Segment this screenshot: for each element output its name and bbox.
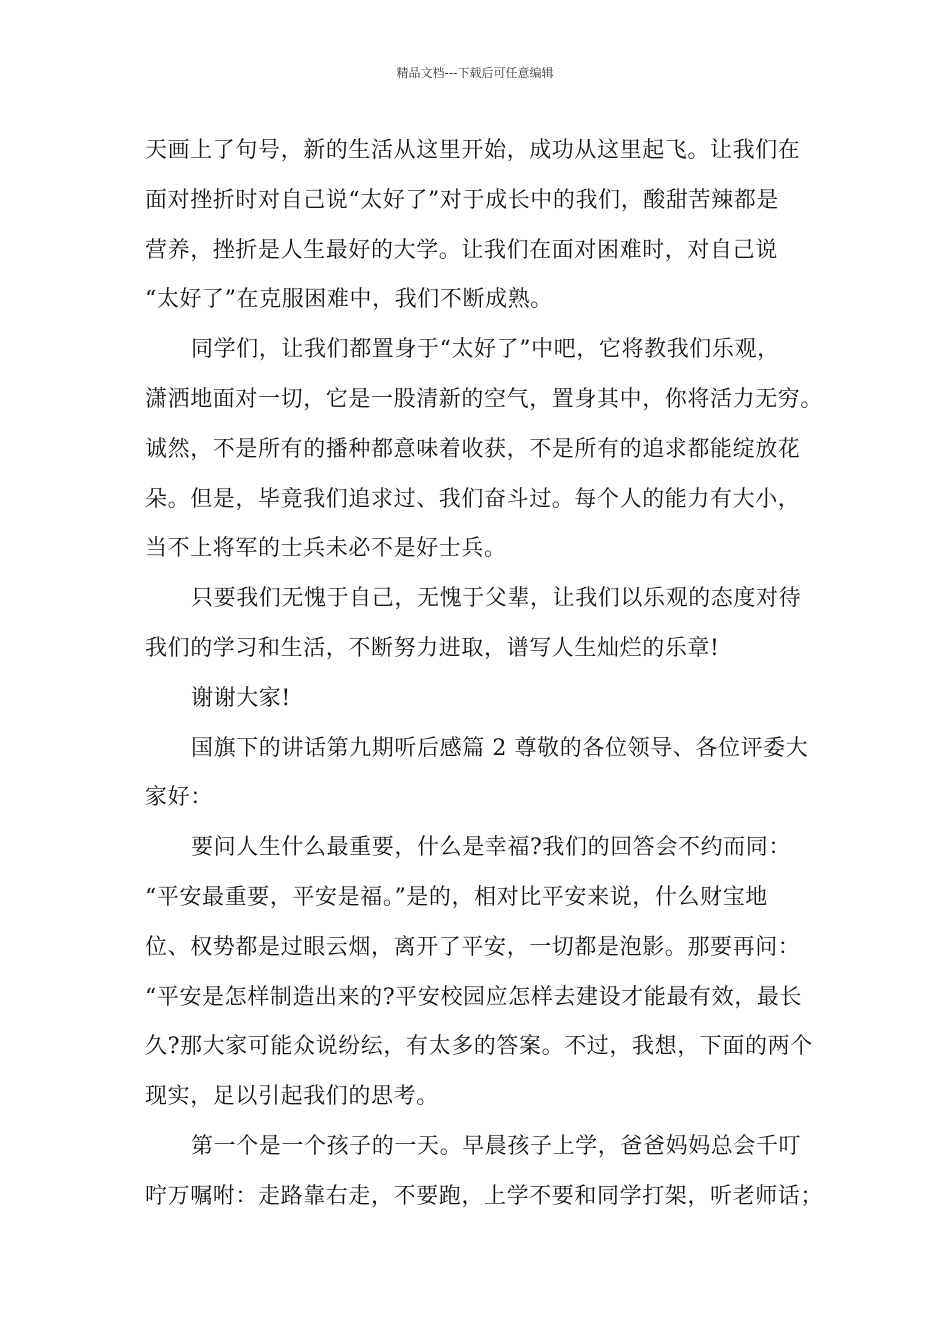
text-line: 诚然，不是所有的播种都意味着收获，不是所有的追求都能绽放花 — [145, 436, 801, 462]
text-line: 位、权势都是过眼云烟，离开了平安，一切都是泡影。那要再问： — [145, 934, 801, 960]
page-header: 精品文档---下载后可任意编辑 — [396, 66, 554, 80]
text-line: 我们的学习和生活，不断努力进取，谱写人生灿烂的乐章! — [145, 635, 720, 661]
text-line: “平安最重要，平安是福。”是的，相对比平安来说，什么财宝地 — [145, 884, 768, 910]
text-line: 谢谢大家! — [191, 685, 291, 711]
text-line: 面对挫折时对自己说“太好了”对于成长中的我们，酸甜苦辣都是 — [145, 187, 779, 213]
document-body — [145, 126, 825, 1222]
text-line: 家好： — [145, 785, 213, 811]
text-line: 要问人生什么最重要，什么是幸福?我们的回答会不约而同： — [191, 835, 791, 861]
text-line: 同学们，让我们都置身于“太好了”中吧，它将教我们乐观， — [191, 337, 780, 363]
text-line: 咛万嘱咐：走路靠右走，不要跑，上学不要和同学打架，听老师话； — [145, 1183, 824, 1209]
text-line: 营养，挫折是人生最好的大学。让我们在面对困难时，对自己说 — [145, 237, 778, 263]
text-line: “太好了”在克服困难中，我们不断成熟。 — [145, 287, 553, 313]
text-line: 朵。但是，毕竟我们追求过、我们奋斗过。每个人的能力有大小， — [145, 486, 801, 512]
text-line: 现实，足以引起我们的思考。 — [145, 1084, 439, 1110]
text-line: 当不上将军的士兵未必不是好士兵。 — [145, 536, 507, 562]
text-line: 第一个是一个孩子的一天。早晨孩子上学，爸爸妈妈总会千叮 — [191, 1133, 802, 1159]
text-line: “平安是怎样制造出来的?平安校园应怎样去建设才能最有效，最长 — [145, 984, 803, 1010]
text-line: 国旗下的讲话第九期听后感篇 2 尊敬的各位领导、各位评委大 — [191, 735, 809, 761]
text-line: 天画上了句号，新的生活从这里开始，成功从这里起飞。让我们在 — [145, 138, 801, 163]
text-line: 潇洒地面对一切，它是一股清新的空气，置身其中，你将活力无穷。 — [145, 386, 824, 412]
text-line: 久?那大家可能众说纷纭，有太多的答案。不过，我想，下面的两个 — [145, 1034, 813, 1060]
text-line: 只要我们无愧于自己，无愧于父辈，让我们以乐观的态度对待 — [191, 586, 802, 612]
